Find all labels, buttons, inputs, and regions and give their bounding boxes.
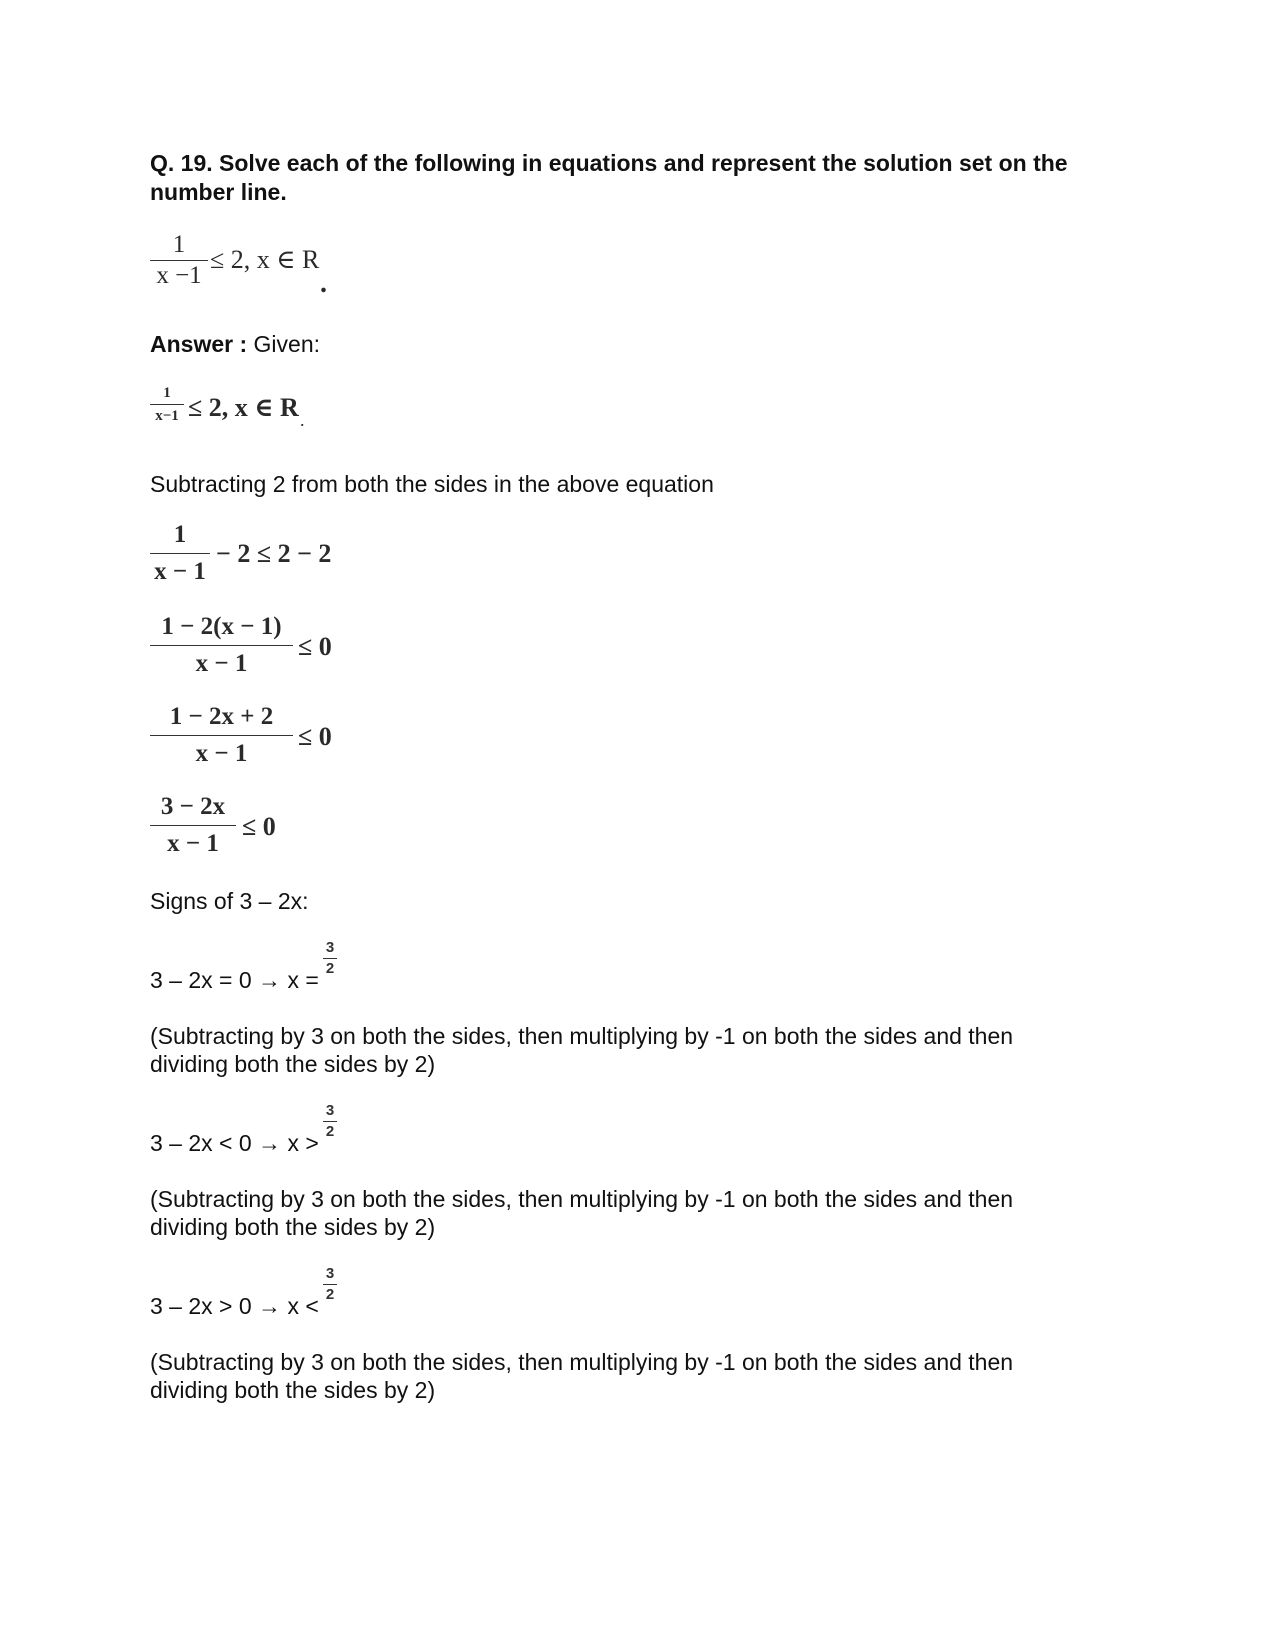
step-1-fraction bbox=[150, 520, 210, 587]
given-relation: ≤ 2, x ∈ R bbox=[188, 393, 299, 422]
step-1-relation: − 2 ≤ 2 − 2 bbox=[216, 539, 332, 568]
case-1-fraction bbox=[323, 940, 337, 977]
case-3-denominator: 2 bbox=[325, 1286, 335, 1303]
case-2-denominator: 2 bbox=[325, 1123, 335, 1140]
answer-given: Given: bbox=[253, 331, 321, 357]
step-3-relation: ≤ 0 bbox=[298, 722, 332, 751]
case-1-denominator: 2 bbox=[325, 960, 335, 977]
step-2-fraction bbox=[150, 612, 293, 679]
case-2-numerator: 3 bbox=[325, 1102, 335, 1119]
problem-fraction bbox=[150, 230, 208, 291]
given-end-dot: . bbox=[300, 410, 305, 430]
given-numerator: 1 bbox=[163, 385, 171, 401]
step-4-relation: ≤ 0 bbox=[242, 812, 276, 841]
document-page bbox=[150, 0, 1130, 1651]
problem-denominator: x −1 bbox=[156, 262, 202, 289]
step-3-denominator: x − 1 bbox=[195, 740, 248, 767]
fraction-bar bbox=[323, 1121, 337, 1122]
problem-relation: ≤ 2, x ∈ R bbox=[210, 245, 320, 274]
fraction-bar bbox=[150, 735, 293, 736]
case-3-note: (Subtracting by 3 on both the sides, then multiplying by -1 on both the sides and then dividing both the sides by 2) bbox=[150, 1349, 1014, 1403]
step-4-numerator: 3 − 2x bbox=[160, 793, 226, 820]
fraction-bar bbox=[150, 553, 210, 554]
problem-end-dot: . bbox=[320, 268, 327, 299]
given-denominator: x−1 bbox=[155, 408, 179, 424]
case-2-fraction bbox=[323, 1103, 337, 1140]
step-4-fraction bbox=[150, 792, 236, 859]
fraction-bar bbox=[323, 958, 337, 959]
step-1-numerator: 1 bbox=[173, 521, 187, 548]
case-3-numerator: 3 bbox=[325, 1265, 335, 1282]
fraction-bar bbox=[150, 404, 184, 405]
step-4-denominator: x − 1 bbox=[167, 830, 219, 857]
step-2-relation: ≤ 0 bbox=[298, 632, 332, 661]
step-intro-text: Subtracting 2 from both the sides in the above equation bbox=[150, 471, 714, 497]
case-3-fraction bbox=[323, 1266, 337, 1303]
fraction-bar bbox=[323, 1284, 337, 1285]
step-3-fraction bbox=[150, 702, 293, 769]
case-2-note: (Subtracting by 3 on both the sides, then multiplying by -1 on both the sides and then dividing both the sides by 2) bbox=[150, 1186, 1014, 1240]
answer-label: Answer : bbox=[150, 331, 248, 357]
answer-line bbox=[150, 330, 320, 358]
fraction-bar bbox=[150, 645, 293, 646]
step-3-numerator: 1 − 2x + 2 bbox=[169, 703, 274, 730]
fraction-bar bbox=[150, 825, 236, 826]
problem-numerator: 1 bbox=[172, 231, 186, 258]
case-3-expression: 3 – 2x > 0 → x < bbox=[150, 1293, 319, 1319]
question-text: Q. 19. Solve each of the following in equations and represent the solution set on the number line. bbox=[150, 150, 1068, 205]
signs-title: Signs of 3 – 2x: bbox=[150, 888, 309, 914]
step-2-numerator: 1 − 2(x − 1) bbox=[161, 613, 282, 640]
step-1-denominator: x − 1 bbox=[154, 558, 206, 585]
given-fraction bbox=[150, 384, 184, 425]
case-1-numerator: 3 bbox=[325, 939, 335, 956]
step-2-denominator: x − 1 bbox=[195, 650, 248, 677]
case-1-expression: 3 – 2x = 0 → x = bbox=[150, 967, 319, 993]
case-2-expression: 3 – 2x < 0 → x > bbox=[150, 1130, 319, 1156]
case-1-note: (Subtracting by 3 on both the sides, then multiplying by -1 on both the sides and then dividing both the sides by 2) bbox=[150, 1023, 1014, 1077]
